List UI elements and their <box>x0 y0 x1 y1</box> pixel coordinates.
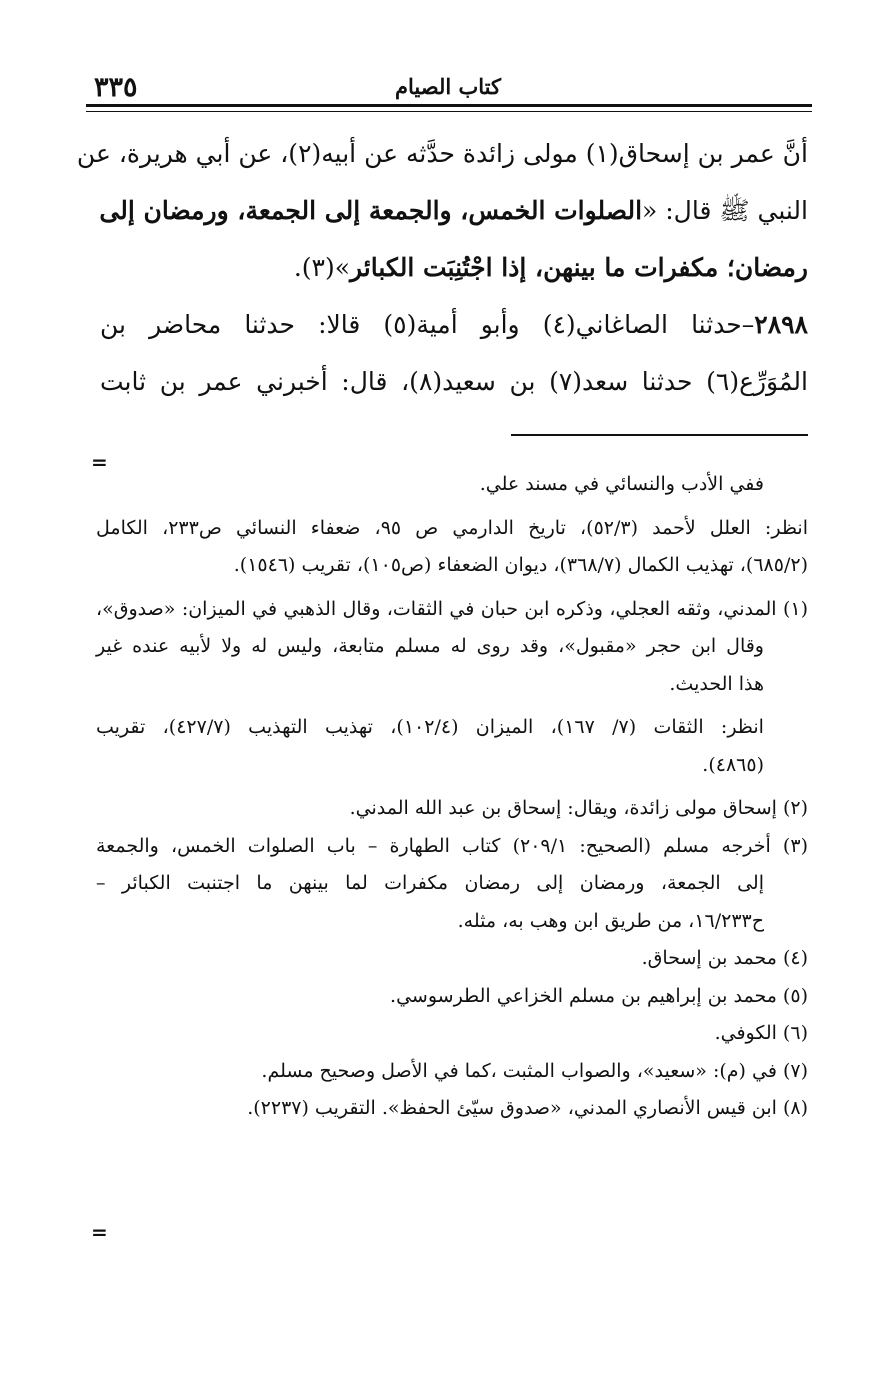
main-line-1: أنَّ عمر بن إسحاق(١) مولى زائدة حدَّثه عن أبيه(٢)، عن أبي هريرة، عن <box>76 139 808 168</box>
main-line-2 <box>100 185 808 242</box>
hadith-text-bold-end: رمضان؛ مكفرات ما بينهن، إذا اجْتُنِبَت الكبائر <box>350 253 808 282</box>
hadith-close: »(٣). <box>293 253 351 282</box>
header-rule-thin <box>86 111 812 112</box>
page-number: ٣٣٥ <box>94 72 138 103</box>
footnote-2: (٢) إسحاق مولى زائدة، ويقال: إسحاق بن عبد الله المدني. <box>349 797 808 819</box>
footnote-line: إلى الجمعة، ورمضان إلى رمضان مكفرات لما بينهن ما اجتنبت الكبائر – <box>96 872 764 894</box>
footnote-1: (١) المدني، وثقه العجلي، وذكره ابن حبان في الثقات، وقال الذهبي في الميزان: «صدوق»، <box>96 597 808 620</box>
isnad-start: –حدثنا الصاغاني(٤) وأبو أمية(٥) قالا: حدثنا محاضر بن <box>100 310 755 339</box>
footnote-line: هذا الحديث. <box>669 672 764 695</box>
footnote-3: (٣) أخرجه مسلم (الصحيح: ٢٠٩/١) كتاب الطهارة – باب الصلوات الخمس، والجمعة <box>96 834 808 857</box>
footnote-5: (٥) محمد بن إبراهيم بن مسلم الخزاعي الطرسوسي. <box>390 984 808 1007</box>
hadith-text-bold: الصلوات الخمس، والجمعة إلى الجمعة، ورمضان إلى <box>99 196 643 225</box>
hadith-intro: النبي ﷺ قال: « <box>642 196 808 225</box>
footnote-line: وقال ابن حجر «مقبول»، وقد روى له مسلم متابعة، وليس له ولا لأبيه عنده غير <box>96 635 764 657</box>
footnotes <box>96 466 808 1128</box>
footnote-7: (٧) في (م): «سعيد»، والصواب المثبت ،كما في الأصل وصحيح مسلم. <box>261 1059 808 1082</box>
footnote-8: (٨) ابن قيس الأنصاري المدني، «صدوق سيّئ الحفظ». التقريب (٢٢٣٧). <box>247 1097 808 1119</box>
footnote-line: ففي الأدب والنسائي في مسند علي. <box>479 473 764 495</box>
main-line-3 <box>100 242 808 299</box>
main-line-5: المُوَرِّع(٦) حدثنا سعد(٧) بن سعيد(٨)، قال: أخبرني عمر بن ثابت <box>100 367 808 396</box>
footnote-line: انظر: العلل لأحمد (٥٢/٣)، تاريخ الدارمي ص ٩٥، ضعفاء النسائي ص٢٣٣، الكامل <box>96 516 808 539</box>
continuation-mark-top: = <box>91 450 108 474</box>
footnote-line: انظر: الثقات (٧/ ١٦٧)، الميزان (١٠٢/٤)، تهذيب التهذيب (٤٢٧/٧)، تقريب <box>96 716 764 738</box>
running-title: كتاب الصيام <box>395 74 501 99</box>
footnote-4: (٤) محمد بن إسحاق. <box>641 947 808 969</box>
page-header <box>86 66 810 106</box>
footnote-6: (٦) الكوفي. <box>714 1022 808 1044</box>
continuation-mark-bottom: = <box>91 1220 108 1244</box>
footnote-line: (٤٨٦٥). <box>702 753 764 776</box>
main-text <box>76 128 808 413</box>
footnote-separator <box>511 434 808 436</box>
main-line-4 <box>100 299 808 356</box>
footnote-line: ح١٦/٢٣٣، من طريق ابن وهب به، مثله. <box>457 909 764 932</box>
hadith-number: ٢٨٩٨ <box>754 310 808 339</box>
header-rule <box>86 104 812 107</box>
footnote-line: (٦٨٥/٢)، تهذيب الكمال (٣٦٨/٧)، ديوان الضعفاء (ص١٠٥)، تقريب (١٥٤٦). <box>233 554 808 576</box>
